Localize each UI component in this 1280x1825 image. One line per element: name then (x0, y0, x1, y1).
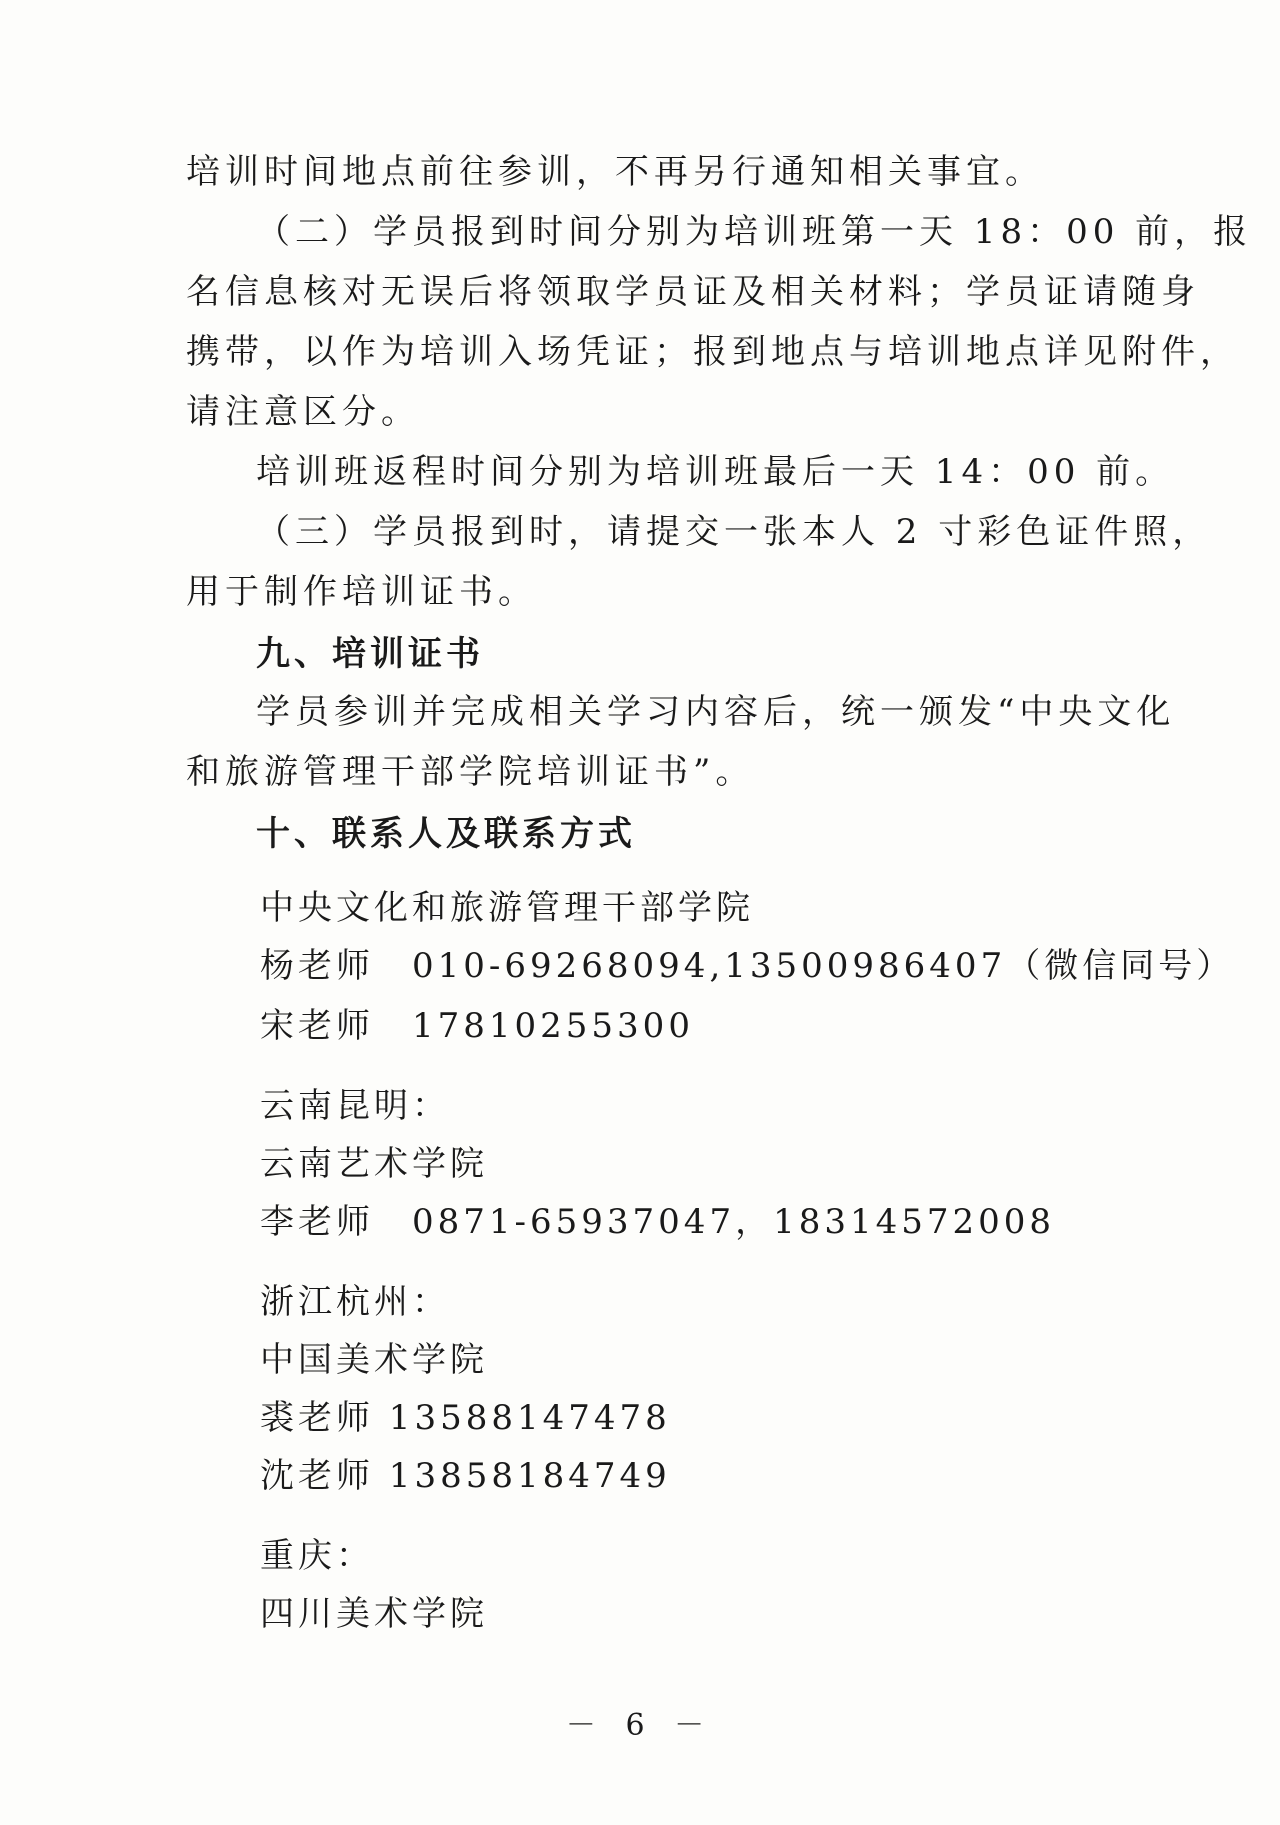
contact-line: 宋老师 17810255300 (260, 1006, 694, 1046)
page-number: － 6 － (565, 1708, 715, 1743)
contact-line: 李老师 0871-65937047，18314572008 (260, 1202, 1056, 1242)
paragraph-line: （二）学员报到时间分别为培训班第一天 18：00 前，报 (256, 212, 1253, 252)
contact-line: 云南昆明： (260, 1086, 450, 1126)
contact-line: 重庆： (260, 1536, 374, 1576)
paragraph-line: 用于制作培训证书。 (186, 572, 537, 612)
contact-line: 中央文化和旅游管理干部学院 (260, 888, 754, 928)
contact-line: 云南艺术学院 (260, 1144, 488, 1184)
section-heading-contacts: 十、联系人及联系方式 (256, 814, 636, 854)
contact-line: 沈老师 13858184749 (260, 1456, 671, 1496)
paragraph-line: 名信息核对无误后将领取学员证及相关材料；学员证请随身 (186, 272, 1200, 312)
paragraph-line: 学员参训并完成相关学习内容后，统一颁发“中央文化 (256, 692, 1176, 732)
paragraph-line: 培训班返程时间分别为培训班最后一天 14：00 前。 (256, 452, 1175, 492)
contact-line: 四川美术学院 (260, 1594, 488, 1634)
paragraph-line: 培训时间地点前往参训，不再另行通知相关事宜。 (186, 152, 1044, 192)
contact-line: 杨老师 010-69268094,13500986407（微信同号） (260, 946, 1235, 986)
contact-line: 裘老师 13588147478 (260, 1398, 671, 1438)
paragraph-line: 携带，以作为培训入场凭证；报到地点与培训地点详见附件， (186, 332, 1239, 372)
paragraph-line: 请注意区分。 (186, 392, 420, 432)
contact-line: 中国美术学院 (260, 1340, 488, 1380)
paragraph-line: （三）学员报到时，请提交一张本人 2 寸彩色证件照， (256, 512, 1212, 552)
paragraph-line: 和旅游管理干部学院培训证书”。 (186, 752, 755, 792)
contact-line: 浙江杭州： (260, 1282, 450, 1322)
section-heading-certificate: 九、培训证书 (256, 634, 484, 674)
